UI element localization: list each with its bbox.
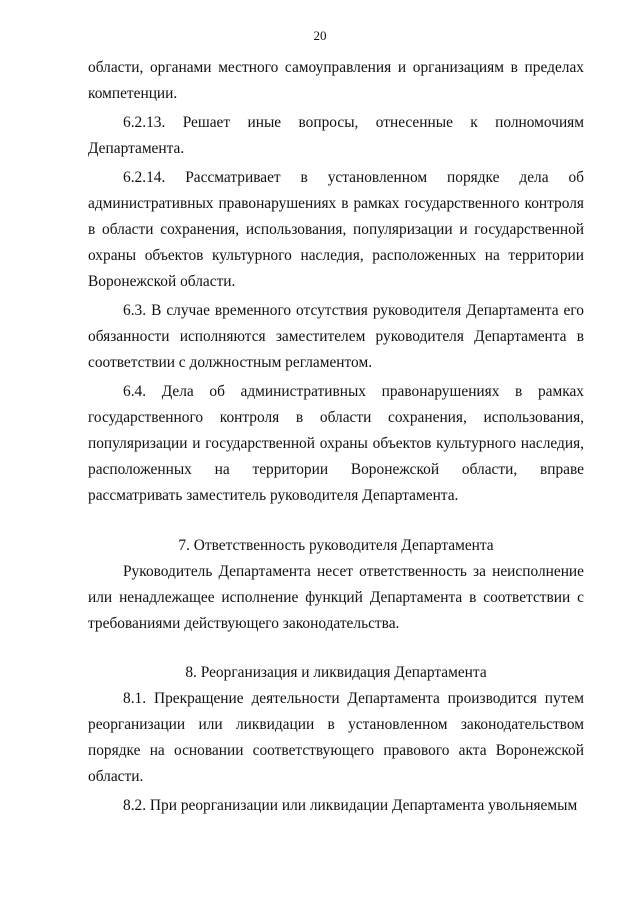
- document-body: [88, 55, 584, 822]
- section-8-heading: 8. Реорганизация и ликвидация Департамента: [185, 664, 487, 681]
- paragraph-8-1: 8.1. Прекращение деятельности Департамента производится путем реорганизации или ликвидации в установленном законодательством порядке на основании соответствующего правового акта Воронежской области.: [88, 690, 584, 785]
- paragraph-6-3: 6.3. В случае временного отсутствия руководителя Департамента его обязанности исполняются заместителем руководителя Департамента в соответствии с должностным регламентом.: [88, 302, 584, 371]
- page-number: 20: [313, 28, 327, 43]
- paragraph-continuation: области, органами местного самоуправления и организациям в пределах компетенции.: [88, 59, 584, 102]
- paragraph-6-4: 6.4. Дела об административных правонарушениях в рамках государственного контроля в области сохранения, использования, популяризации и государственной охраны объектов культурного наследия, расположенных на территории Воронежской области, вправе рассматривать заместитель руководителя Департамента.: [88, 383, 584, 504]
- paragraph-6-2-13: 6.2.13. Решает иные вопросы, отнесенные к полномочиям Департамента.: [88, 114, 584, 157]
- section-7-heading: 7. Ответственность руководителя Департамента: [178, 537, 494, 554]
- section-gap: [88, 512, 584, 533]
- paragraph-6-2-14: 6.2.14. Рассматривает в установленном порядке дела об административных правонарушениях в рамках государственного контроля в области сохранения, использования, популяризации и государственной охраны объектов культурного наследия, расположенных на территории Воронежской области.: [88, 169, 584, 290]
- section-7-text: Руководитель Департамента несет ответственность за неисполнение или ненадлежащее исполнение функций Департамента в соответствии с требованиями действующего законодательства.: [88, 563, 584, 632]
- section-gap: [88, 640, 584, 660]
- paragraph-8-2: 8.2. При реорганизации или ликвидации Департамента увольняемым: [123, 797, 578, 814]
